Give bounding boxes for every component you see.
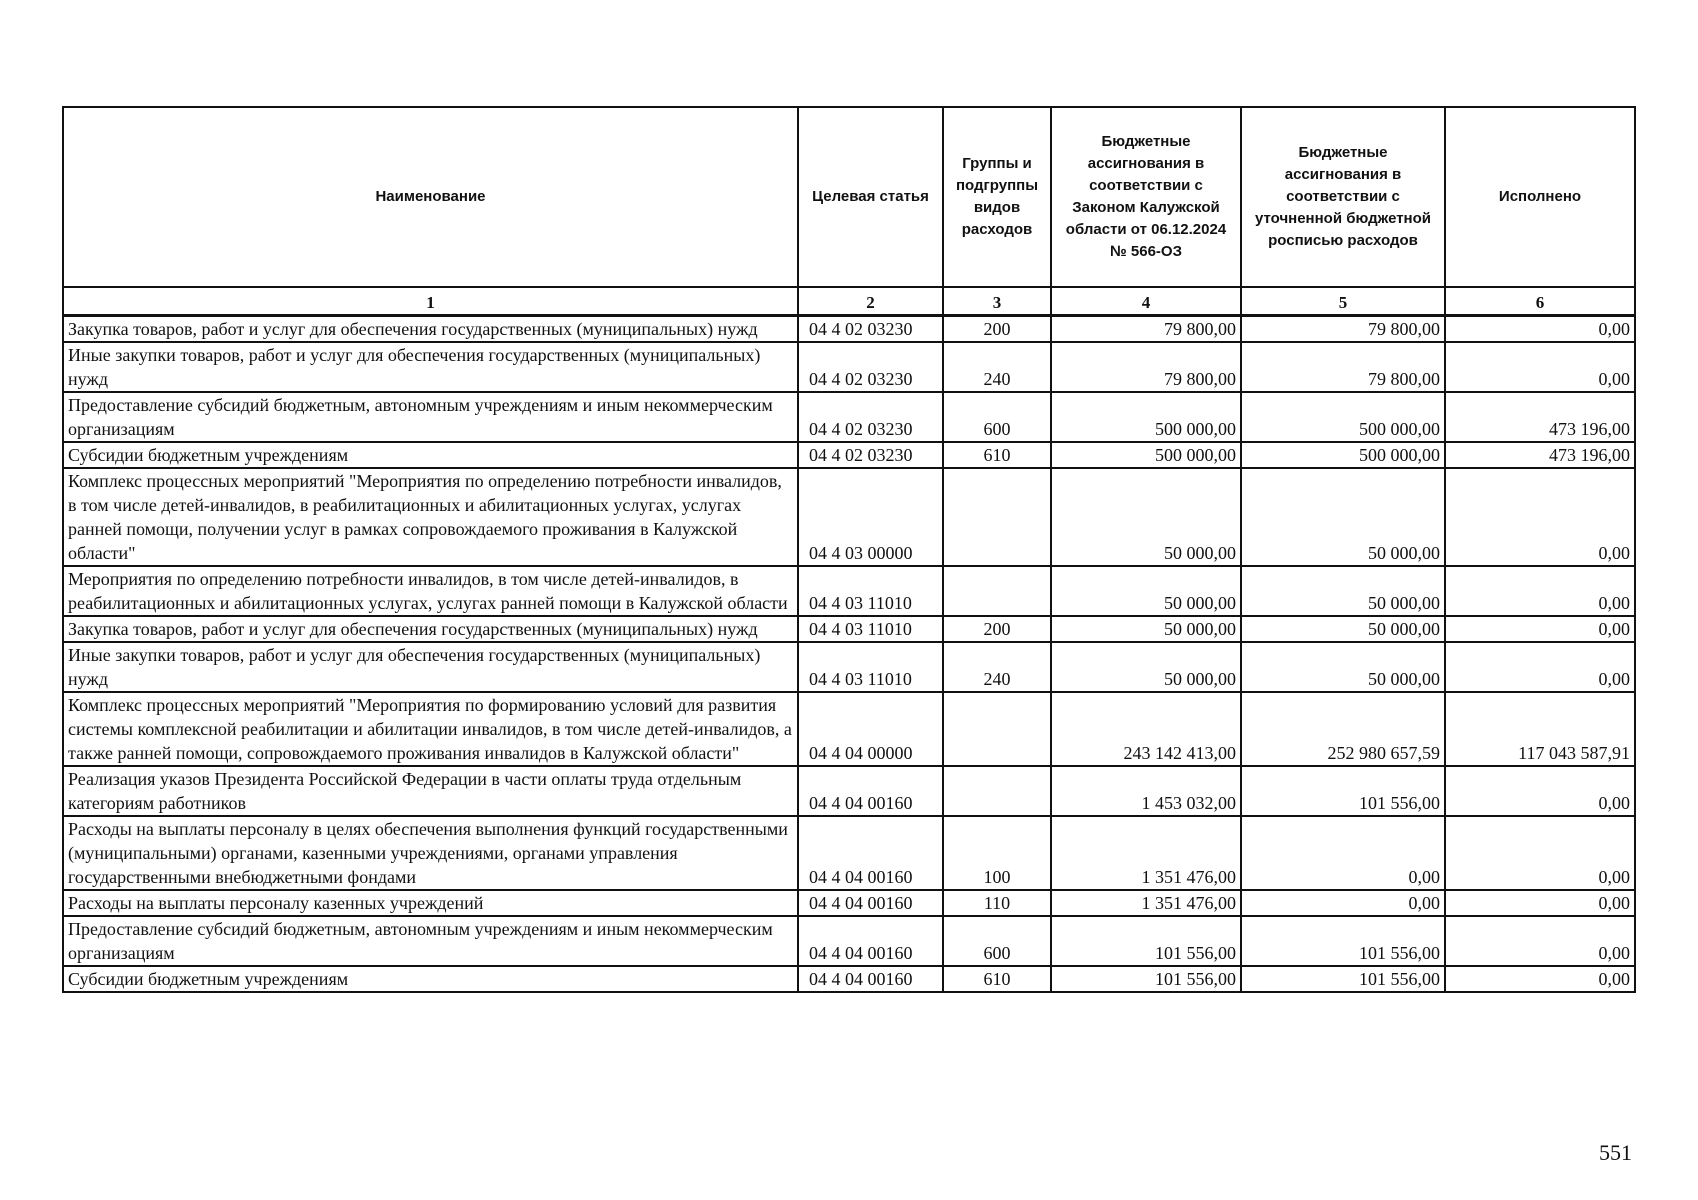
row-name: Расходы на выплаты персоналу в целях обеспечения выполнения функций государственными (муниципальными) органами, казенными учреждениями, органами управления государственными внебюджетными фондами [63,816,798,890]
table-body [63,315,1635,992]
row-target-article: 04 4 02 03230 [798,442,943,468]
row-expense-group [943,468,1051,566]
row-refined-amount: 500 000,00 [1241,392,1445,442]
row-law-amount: 101 556,00 [1051,966,1241,992]
row-executed-amount: 0,00 [1445,966,1635,992]
row-refined-amount: 50 000,00 [1241,566,1445,616]
header-executed: Исполнено [1445,107,1635,287]
table-row [63,468,1635,566]
row-target-article: 04 4 03 11010 [798,566,943,616]
row-refined-amount: 50 000,00 [1241,468,1445,566]
column-number: 2 [798,287,943,315]
row-refined-amount: 0,00 [1241,890,1445,916]
row-refined-amount: 500 000,00 [1241,442,1445,468]
column-number: 5 [1241,287,1445,315]
row-law-amount: 50 000,00 [1051,566,1241,616]
row-name: Предоставление субсидий бюджетным, автономным учреждениям и иным некоммерческим организациям [63,916,798,966]
row-target-article: 04 4 04 00000 [798,692,943,766]
row-name: Субсидии бюджетным учреждениям [63,442,798,468]
column-number: 6 [1445,287,1635,315]
row-law-amount: 79 800,00 [1051,342,1241,392]
header-row [63,107,1635,287]
row-expense-group: 240 [943,642,1051,692]
row-law-amount: 50 000,00 [1051,468,1241,566]
row-expense-group: 100 [943,816,1051,890]
row-executed-amount: 0,00 [1445,916,1635,966]
header-name: Наименование [63,107,798,287]
row-law-amount: 50 000,00 [1051,616,1241,642]
row-executed-amount: 473 196,00 [1445,442,1635,468]
header-refined-allocations: Бюджетные ассигнования в соответствии с уточненной бюджетной росписью расходов [1241,107,1445,287]
row-expense-group: 240 [943,342,1051,392]
row-name: Закупка товаров, работ и услуг для обеспечения государственных (муниципальных) нужд [63,315,798,342]
row-target-article: 04 4 03 11010 [798,616,943,642]
budget-table [62,106,1636,993]
row-executed-amount: 0,00 [1445,890,1635,916]
row-executed-amount: 0,00 [1445,616,1635,642]
row-law-amount: 1 453 032,00 [1051,766,1241,816]
column-number: 4 [1051,287,1241,315]
column-number-row [63,287,1635,315]
row-law-amount: 1 351 476,00 [1051,816,1241,890]
row-law-amount: 79 800,00 [1051,315,1241,342]
row-law-amount: 243 142 413,00 [1051,692,1241,766]
row-name: Субсидии бюджетным учреждениям [63,966,798,992]
row-name: Закупка товаров, работ и услуг для обеспечения государственных (муниципальных) нужд [63,616,798,642]
table-row [63,616,1635,642]
row-name: Комплекс процессных мероприятий "Мероприятия по формированию условий для развития системы комплексной реабилитации и абилитации инвалидов, в том числе детей-инвалидов, а также ранней помощи, сопровождаемого проживания инвалидов в Калужской области" [63,692,798,766]
table-row [63,966,1635,992]
row-executed-amount: 0,00 [1445,766,1635,816]
row-expense-group: 200 [943,315,1051,342]
table-row [63,342,1635,392]
row-refined-amount: 101 556,00 [1241,966,1445,992]
table-row [63,890,1635,916]
row-expense-group [943,692,1051,766]
row-name: Предоставление субсидий бюджетным, автономным учреждениям и иным некоммерческим организациям [63,392,798,442]
row-refined-amount: 79 800,00 [1241,315,1445,342]
column-number: 1 [63,287,798,315]
row-executed-amount: 0,00 [1445,468,1635,566]
row-expense-group: 610 [943,966,1051,992]
row-refined-amount: 252 980 657,59 [1241,692,1445,766]
row-refined-amount: 50 000,00 [1241,616,1445,642]
table-row [63,816,1635,890]
row-law-amount: 500 000,00 [1051,442,1241,468]
table-row [63,566,1635,616]
column-number: 3 [943,287,1051,315]
table-row [63,642,1635,692]
table-row [63,692,1635,766]
row-name: Иные закупки товаров, работ и услуг для обеспечения государственных (муниципальных) нужд [63,642,798,692]
row-target-article: 04 4 04 00160 [798,890,943,916]
row-executed-amount: 0,00 [1445,315,1635,342]
row-target-article: 04 4 04 00160 [798,916,943,966]
row-refined-amount: 79 800,00 [1241,342,1445,392]
header-expense-groups: Группы и подгруппы видов расходов [943,107,1051,287]
header-law-allocations: Бюджетные ассигнования в соответствии с Законом Калужской области от 06.12.2024 № 566-ОЗ [1051,107,1241,287]
row-target-article: 04 4 02 03230 [798,392,943,442]
row-name: Иные закупки товаров, работ и услуг для обеспечения государственных (муниципальных) нужд [63,342,798,392]
row-expense-group [943,766,1051,816]
row-target-article: 04 4 04 00160 [798,766,943,816]
row-executed-amount: 0,00 [1445,566,1635,616]
row-law-amount: 50 000,00 [1051,642,1241,692]
row-executed-amount: 0,00 [1445,642,1635,692]
table-row [63,442,1635,468]
row-law-amount: 500 000,00 [1051,392,1241,442]
table-row [63,916,1635,966]
row-target-article: 04 4 02 03230 [798,342,943,392]
row-refined-amount: 0,00 [1241,816,1445,890]
row-law-amount: 101 556,00 [1051,916,1241,966]
header-target-article: Целевая статья [798,107,943,287]
table-row [63,315,1635,342]
row-refined-amount: 101 556,00 [1241,766,1445,816]
row-expense-group: 610 [943,442,1051,468]
page-number: 551 [1599,1140,1632,1165]
row-expense-group: 600 [943,916,1051,966]
row-executed-amount: 0,00 [1445,342,1635,392]
row-target-article: 04 4 03 00000 [798,468,943,566]
row-target-article: 04 4 04 00160 [798,966,943,992]
row-executed-amount: 117 043 587,91 [1445,692,1635,766]
row-target-article: 04 4 04 00160 [798,816,943,890]
table-row [63,392,1635,442]
row-name: Комплекс процессных мероприятий "Мероприятия по определению потребности инвалидов, в том числе детей-инвалидов, в реабилитационных и абилитационных услугах, услугах ранней помощи, получении услуг в рамках сопровождаемого проживания в Калужской области" [63,468,798,566]
row-refined-amount: 101 556,00 [1241,916,1445,966]
row-expense-group: 200 [943,616,1051,642]
row-expense-group: 110 [943,890,1051,916]
table-row [63,766,1635,816]
row-target-article: 04 4 03 11010 [798,642,943,692]
row-expense-group [943,566,1051,616]
row-law-amount: 1 351 476,00 [1051,890,1241,916]
row-executed-amount: 0,00 [1445,816,1635,890]
row-name: Мероприятия по определению потребности инвалидов, в том числе детей-инвалидов, в реабилитационных и абилитационных услугах, услугах ранней помощи в Калужской области [63,566,798,616]
row-name: Реализация указов Президента Российской Федерации в части оплаты труда отдельным категориям работников [63,766,798,816]
row-target-article: 04 4 02 03230 [798,315,943,342]
row-refined-amount: 50 000,00 [1241,642,1445,692]
row-executed-amount: 473 196,00 [1445,392,1635,442]
row-name: Расходы на выплаты персоналу казенных учреждений [63,890,798,916]
row-expense-group: 600 [943,392,1051,442]
